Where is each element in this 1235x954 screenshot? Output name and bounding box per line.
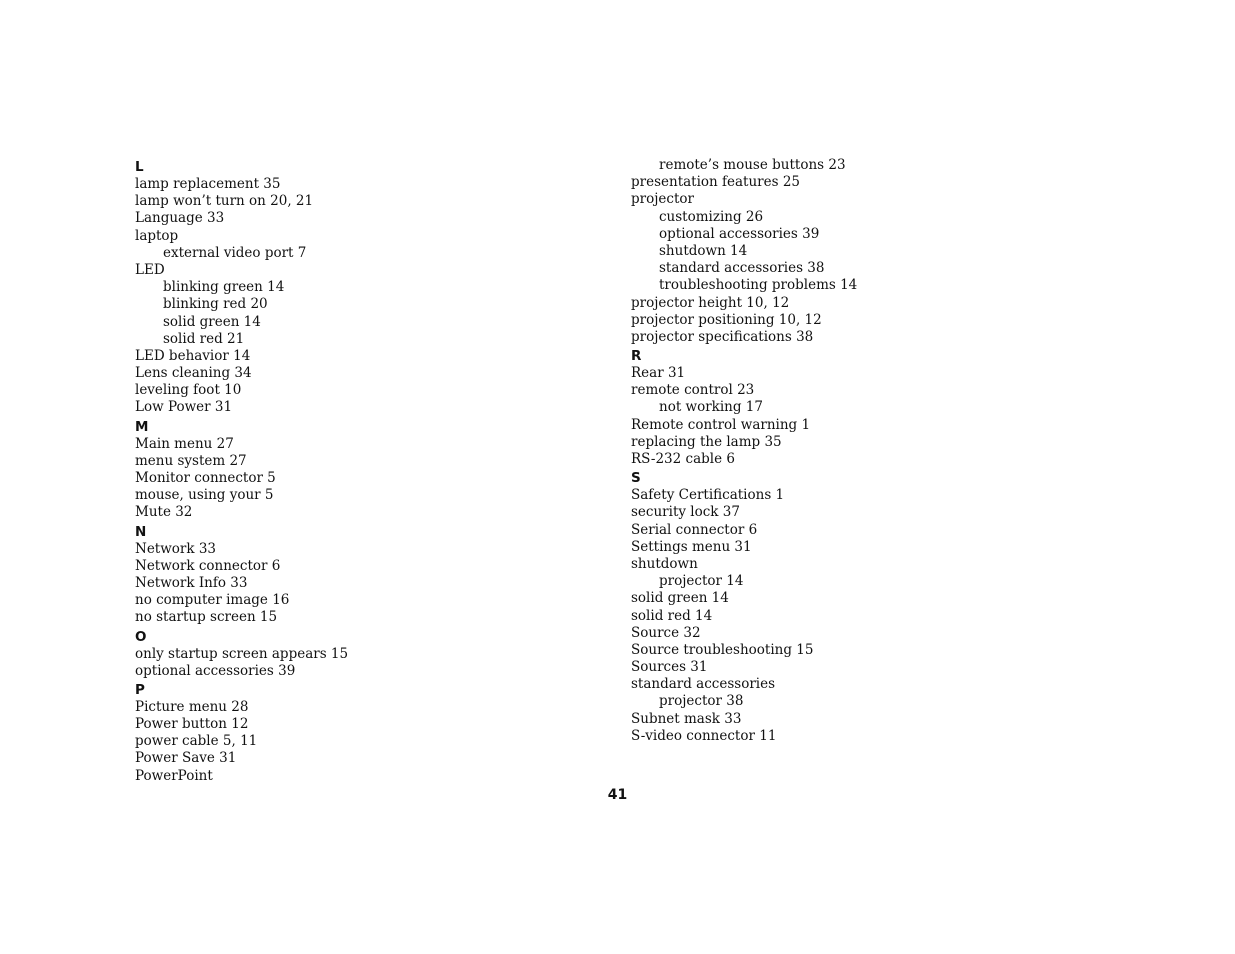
index-entry: replacing the lamp 35 <box>631 433 782 450</box>
index-letter-heading: O <box>135 628 147 645</box>
index-entry: LED behavior 14 <box>135 347 251 364</box>
index-entry: Serial connector 6 <box>631 521 758 538</box>
index-column-left <box>135 157 555 785</box>
index-entry: laptop <box>135 227 179 244</box>
index-entry: Main menu 27 <box>135 435 234 452</box>
index-subentry: customizing 26 <box>659 208 764 225</box>
index-entry: Lens cleaning 34 <box>135 365 252 382</box>
index-entry: S-video connector 11 <box>631 727 777 744</box>
index-entry: optional accessories 39 <box>135 662 296 679</box>
index-entry: Rear 31 <box>631 365 686 382</box>
index-entry: Picture menu 28 <box>135 698 249 715</box>
index-subentry: external video port 7 <box>163 244 307 261</box>
index-column-right <box>631 157 1051 745</box>
index-entry: Low Power 31 <box>135 399 233 416</box>
index-entry: only startup screen appears 15 <box>135 645 349 662</box>
page-number: 41 <box>607 787 628 803</box>
index-subentry: optional accessories 39 <box>659 225 820 242</box>
index-entry: Source troubleshooting 15 <box>631 641 814 658</box>
index-entry: Monitor connector 5 <box>135 470 276 486</box>
index-entry: standard accessories <box>631 676 776 693</box>
index-entry: Remote control warning 1 <box>631 416 811 433</box>
index-entry: PowerPoint <box>135 767 213 784</box>
index-entry: Safety Certifications 1 <box>631 487 785 504</box>
index-entry: no startup screen 15 <box>135 609 278 626</box>
index-entry: Sources 31 <box>631 659 708 676</box>
index-subentry: blinking green 14 <box>163 279 285 296</box>
index-entry: solid green 14 <box>631 590 729 607</box>
index-entry: projector positioning 10, 12 <box>631 311 822 328</box>
index-entry: security lock 37 <box>631 504 740 521</box>
index-subentry: standard accessories 38 <box>659 260 825 277</box>
index-entry: shutdown <box>631 555 698 572</box>
index-letter-heading: P <box>135 681 145 698</box>
index-subentry: solid green 14 <box>163 313 261 330</box>
index-entry: projector <box>631 191 694 208</box>
index-letter-heading: S <box>631 470 641 487</box>
index-entry: lamp replacement 35 <box>135 176 281 192</box>
index-entry: menu system 27 <box>135 452 247 469</box>
index-subentry: projector 38 <box>659 693 744 710</box>
index-entry: RS-232 cable 6 <box>631 451 735 467</box>
index-entry: Power button 12 <box>135 716 249 733</box>
index-entry: remote control 23 <box>631 382 755 399</box>
index-subentry: blinking red 20 <box>163 296 268 313</box>
index-entry: Network Info 33 <box>135 574 248 591</box>
index-subentry: projector 14 <box>659 573 744 590</box>
index-entry: Source 32 <box>631 624 701 641</box>
index-letter-heading: R <box>631 348 642 365</box>
index-entry: mouse, using your 5 <box>135 487 274 504</box>
index-entry: Subnet mask 33 <box>631 710 742 727</box>
index-subentry: remote’s mouse buttons 23 <box>659 157 846 173</box>
index-entry: presentation features 25 <box>631 174 801 191</box>
index-entry: solid red 14 <box>631 607 713 624</box>
index-entry: Power Save 31 <box>135 750 237 767</box>
index-entry: lamp won’t turn on 20, 21 <box>135 193 314 210</box>
index-entry: LED <box>135 261 165 278</box>
index-letter-heading: N <box>135 523 147 540</box>
index-entry: Network connector 6 <box>135 557 281 574</box>
index-entry: Language 33 <box>135 210 225 227</box>
index-subentry: shutdown 14 <box>659 242 748 259</box>
index-subentry: not working 17 <box>659 399 763 416</box>
index-entry: Network 33 <box>135 540 217 557</box>
index-entry: power cable 5, 11 <box>135 733 258 750</box>
index-letter-heading: L <box>135 159 144 175</box>
index-entry: leveling foot 10 <box>135 382 242 399</box>
index-entry: Mute 32 <box>135 504 193 521</box>
index-letter-heading: M <box>135 418 149 435</box>
index-subentry: solid red 21 <box>163 330 245 347</box>
index-entry: projector height 10, 12 <box>631 294 790 311</box>
index-entry: Settings menu 31 <box>631 538 752 555</box>
index-subentry: troubleshooting problems 14 <box>659 277 858 294</box>
index-entry: no computer image 16 <box>135 592 290 609</box>
index-entry: projector specifications 38 <box>631 328 814 345</box>
